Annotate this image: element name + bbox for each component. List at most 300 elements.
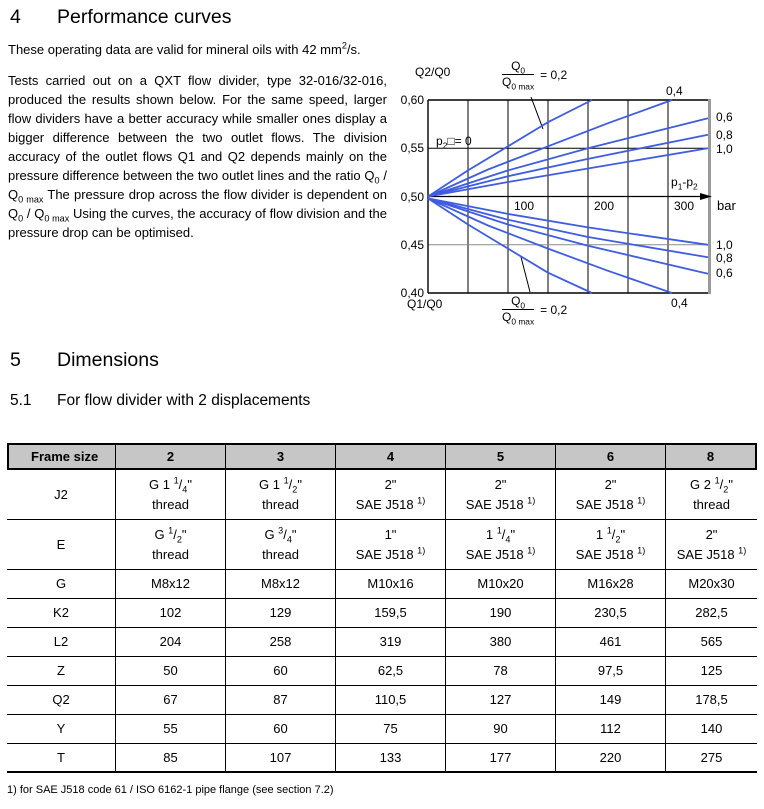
text-run: 2 — [341, 40, 347, 51]
section-5-number: 5 — [10, 349, 21, 371]
table-header-row — [7, 443, 757, 470]
text-run: These operating data are valid for mineral oils with 42 mm — [8, 42, 342, 57]
row-label-cell — [7, 715, 115, 743]
text-run: SAE J518 — [575, 546, 638, 562]
ratio-denominator — [502, 75, 535, 92]
cell-line — [226, 525, 335, 545]
text-run: 3 — [278, 525, 284, 536]
text-run: 4 — [182, 484, 188, 495]
table-cell — [665, 470, 757, 519]
cell-line — [666, 574, 757, 594]
text-run: p — [671, 175, 678, 189]
text-run: 0 — [520, 65, 526, 76]
table-cell — [445, 599, 555, 627]
text-run: 1) — [637, 545, 646, 556]
table-cell — [225, 686, 335, 714]
table-header-cell: 6 — [555, 445, 665, 468]
text-run: thread — [262, 546, 299, 562]
cell-line — [226, 603, 335, 623]
cell-line — [336, 545, 445, 565]
text-run: 1) — [417, 495, 426, 506]
text-run: / — [611, 526, 616, 542]
section-4-heading — [10, 6, 231, 28]
table-header-cell: 3 — [225, 445, 335, 468]
text-run: / Q — [23, 206, 45, 221]
cell-line — [666, 495, 757, 515]
table-cell — [665, 520, 757, 569]
table-cell — [115, 570, 225, 598]
curve-end-label: 0,6 — [716, 110, 733, 124]
table-header-cell: 4 — [335, 445, 445, 468]
text-run: thread — [693, 496, 730, 512]
text-run: " — [297, 476, 302, 492]
text-run: 2" — [604, 476, 617, 492]
text-run: 190 — [489, 605, 512, 620]
section-5-heading — [10, 349, 159, 371]
text-run: / — [501, 526, 506, 542]
cell-line — [666, 603, 757, 623]
text-run: Q — [502, 75, 512, 89]
text-run: 1 — [606, 525, 612, 536]
text-run: SAE J518 — [355, 496, 418, 512]
table-cell — [115, 599, 225, 627]
text-run: SAE J518 — [465, 496, 528, 512]
text-run: 62,5 — [377, 663, 404, 678]
text-run: 1) — [527, 495, 536, 506]
table-row — [7, 520, 757, 570]
text-run: 461 — [599, 634, 622, 649]
row-label: T — [57, 749, 65, 765]
table-cell — [445, 686, 555, 714]
text-run: 0 — [18, 213, 24, 224]
table-cell — [555, 570, 665, 598]
table-cell — [335, 599, 445, 627]
table-cell — [335, 686, 445, 714]
chart-canvas — [390, 52, 764, 348]
table-cell — [665, 657, 757, 685]
table-cell — [445, 715, 555, 743]
leader-line-top — [531, 97, 543, 129]
y-axis-title-lower: Q1/Q0 — [407, 297, 443, 311]
table-cell — [555, 657, 665, 685]
curve-end-label: 1,0 — [716, 142, 733, 156]
dimensions-table — [7, 443, 757, 773]
text-run: 0 max — [18, 194, 44, 205]
cell-line — [226, 661, 335, 681]
table-row — [7, 599, 757, 628]
row-label: K2 — [53, 605, 69, 620]
row-label: Y — [56, 721, 66, 736]
table-cell — [225, 628, 335, 656]
cell-line — [446, 495, 555, 515]
text-run: G 2 — [690, 476, 715, 492]
section-5-1-number: 5.1 — [10, 392, 32, 409]
section-4-title: Performance curves — [57, 6, 232, 28]
text-run: 380 — [489, 634, 512, 649]
row-label-cell — [7, 570, 115, 598]
text-run: 2" — [705, 526, 718, 542]
text-run: Q — [511, 294, 521, 308]
cell-line — [556, 545, 665, 565]
text-run: 1 — [677, 181, 683, 192]
cell-line — [116, 632, 225, 652]
cell-line — [116, 719, 225, 739]
table-row — [7, 686, 757, 715]
cell-line — [446, 748, 555, 768]
table-cell — [445, 657, 555, 685]
cell-line — [116, 603, 225, 623]
cell-line — [116, 690, 225, 710]
cell-line — [446, 661, 555, 681]
row-label: Q2 — [52, 692, 70, 707]
y-tick-label: 0,60 — [400, 93, 424, 107]
text-run: 230,5 — [594, 605, 627, 620]
cell-line — [666, 545, 757, 565]
text-run: 110,5 — [374, 692, 407, 707]
x-axis-title — [671, 175, 698, 192]
table-cell — [335, 744, 445, 771]
section-5-title: Dimensions — [57, 349, 159, 371]
cell-line — [116, 495, 225, 515]
y-tick-label: 0,50 — [400, 190, 424, 204]
curve-end-label: 0,8 — [716, 251, 733, 265]
row-label: Z — [57, 663, 65, 678]
text-run: 2 — [693, 181, 698, 192]
table-cell — [115, 715, 225, 743]
text-run: 50 — [163, 663, 178, 678]
cell-line — [116, 574, 225, 594]
text-run: p — [436, 134, 443, 148]
text-run: SAE J518 — [465, 546, 528, 562]
table-cell — [335, 520, 445, 569]
table-row — [7, 570, 757, 599]
table-cell — [555, 470, 665, 519]
text-run: M20x30 — [688, 576, 735, 591]
row-label-cell — [7, 686, 115, 714]
text-run: 1 — [714, 475, 720, 486]
cell-line — [666, 475, 757, 495]
table-cell — [225, 744, 335, 771]
row-label-cell — [7, 657, 115, 685]
text-run: 319 — [379, 634, 402, 649]
cell-line — [556, 525, 665, 545]
table-cell — [225, 570, 335, 598]
text-run: SAE J518 — [355, 546, 418, 562]
table-cell — [445, 744, 555, 771]
ratio-annotation-bottom — [502, 294, 568, 327]
cell-line — [666, 632, 757, 652]
text-run: 133 — [379, 749, 402, 765]
text-run: G 1 — [149, 476, 174, 492]
text-run: " — [620, 526, 626, 542]
cell-line — [336, 495, 445, 515]
text-run: 204 — [159, 634, 182, 649]
text-run: 1" — [384, 526, 397, 542]
description-paragraph — [8, 71, 387, 242]
y-tick-label: 0,55 — [400, 141, 424, 155]
table-cell — [445, 470, 555, 519]
performance-curve — [428, 198, 592, 293]
curve-label-top: 0,4 — [666, 84, 683, 98]
table-cell — [445, 520, 555, 569]
text-run: 1) — [738, 545, 747, 556]
x-tick-label: 200 — [594, 199, 615, 213]
text-run: / — [178, 476, 183, 492]
text-run: " — [181, 526, 187, 542]
table-cell — [665, 686, 757, 714]
text-run: 149 — [599, 692, 622, 707]
table-header-cell: Frame size — [31, 449, 99, 464]
table-cell — [555, 520, 665, 569]
y-axis-title-upper: Q2/Q0 — [415, 65, 451, 79]
text-run: " — [728, 476, 733, 492]
text-run: 127 — [489, 692, 512, 707]
text-run: Q — [502, 310, 512, 324]
cell-line — [226, 574, 335, 594]
cell-line — [336, 475, 445, 495]
cell-line — [116, 545, 225, 565]
text-run: 85 — [163, 749, 178, 765]
table-cell — [335, 570, 445, 598]
cell-line — [116, 525, 225, 545]
cell-line — [336, 748, 445, 768]
ratio-numerator — [502, 60, 534, 75]
text-run: 178,5 — [695, 692, 728, 707]
table-row — [7, 470, 757, 520]
table-cell — [665, 744, 757, 771]
text-run: 0 max — [44, 213, 70, 224]
table-row — [7, 744, 757, 773]
text-run: 107 — [269, 749, 292, 765]
table-row — [7, 628, 757, 657]
table-cell — [225, 470, 335, 519]
cell-line — [556, 574, 665, 594]
y-tick-label: 0,40 — [400, 286, 424, 300]
table-cell — [335, 470, 445, 519]
text-run: 1 — [496, 525, 502, 536]
text-run: 2 — [615, 534, 621, 545]
cell-line — [336, 603, 445, 623]
cell-line — [666, 661, 757, 681]
ratio-fraction — [502, 59, 535, 92]
cell-line — [226, 632, 335, 652]
text-run: M8x12 — [150, 576, 191, 591]
text-run: 97,5 — [597, 663, 624, 678]
text-run: 140 — [700, 721, 723, 736]
cell-line — [556, 495, 665, 515]
table-cell — [225, 599, 335, 627]
cell-line — [556, 475, 665, 495]
text-run: / — [283, 526, 287, 542]
text-run: 0 — [520, 300, 526, 311]
cell-line — [446, 632, 555, 652]
text-run: 75 — [383, 721, 398, 736]
cell-line — [446, 475, 555, 495]
text-run: Q — [511, 59, 521, 73]
cell-line — [446, 545, 555, 565]
text-run: 4 — [286, 534, 292, 545]
cell-line — [556, 632, 665, 652]
text-run: thread — [262, 496, 299, 512]
text-run: 55 — [163, 721, 178, 736]
text-run: 159,5 — [374, 605, 407, 620]
table-cell — [115, 686, 225, 714]
text-run: 0 max — [511, 81, 535, 92]
cell-line — [556, 748, 665, 768]
text-run: 90 — [493, 721, 508, 736]
cell-line — [336, 661, 445, 681]
text-run: 0 — [374, 175, 380, 186]
text-run: " — [510, 526, 516, 542]
text-run: 129 — [269, 605, 292, 620]
table-cell — [555, 744, 665, 771]
text-run: 2" — [494, 476, 507, 492]
text-run: 1 — [595, 526, 607, 542]
table-cell — [555, 686, 665, 714]
table-cell — [445, 570, 555, 598]
text-run: 2 — [723, 484, 729, 495]
ratio-value: = 0,2 — [540, 67, 568, 82]
text-run: " — [291, 526, 297, 542]
text-run: /s. — [346, 42, 361, 57]
text-run: M16x28 — [587, 576, 634, 591]
text-run: 2 — [176, 534, 182, 545]
table-cell — [335, 628, 445, 656]
cell-line — [336, 525, 445, 545]
table-row — [7, 657, 757, 686]
cell-line — [556, 690, 665, 710]
table-cell — [445, 628, 555, 656]
row-label: L2 — [53, 634, 69, 649]
cell-line — [336, 719, 445, 739]
table-cell — [335, 715, 445, 743]
row-label-cell — [7, 628, 115, 656]
text-run: 0 max — [511, 316, 535, 327]
performance-chart — [390, 52, 764, 348]
table-cell — [115, 470, 225, 519]
cell-line — [556, 603, 665, 623]
table-cell — [665, 628, 757, 656]
text-run: 282,5 — [695, 605, 728, 620]
text-run: 112 — [600, 721, 621, 736]
text-run: 565 — [700, 634, 723, 649]
text-run: M10x20 — [477, 576, 524, 591]
cell-line — [556, 719, 665, 739]
cell-line — [666, 719, 757, 739]
curve-label-bottom: 0,4 — [671, 296, 688, 310]
text-run: 2" — [384, 476, 397, 492]
cell-line — [226, 748, 335, 768]
text-run: Using the curves, the accuracy of flow division and the pressure drop can be optimised. — [8, 206, 388, 240]
text-run: G — [264, 526, 279, 542]
performance-curve — [428, 198, 708, 244]
cell-line — [666, 748, 757, 768]
table-cell — [335, 657, 445, 685]
table-cell — [225, 715, 335, 743]
row-label-cell — [7, 520, 115, 569]
table-cell — [555, 715, 665, 743]
text-run: 2 — [442, 140, 448, 151]
table-cell — [665, 570, 757, 598]
text-run: G — [154, 526, 169, 542]
text-run: 60 — [273, 663, 288, 678]
text-run: 177 — [489, 749, 512, 765]
text-run: SAE J518 — [575, 496, 638, 512]
text-run: thread — [152, 496, 189, 512]
table-cell — [555, 599, 665, 627]
text-run: M10x16 — [367, 576, 414, 591]
row-label-cell — [7, 744, 115, 771]
text-run: 102 — [159, 605, 182, 620]
cell-line — [666, 690, 757, 710]
table-cell — [225, 657, 335, 685]
row-label: E — [56, 536, 66, 552]
text-run: 275 — [700, 749, 723, 765]
section-5-1-heading — [10, 390, 310, 412]
cell-line — [226, 475, 335, 495]
text-run: 60 — [273, 721, 288, 736]
cell-line — [226, 690, 335, 710]
ratio-denominator — [502, 310, 535, 327]
section-5-1-title: For flow divider with 2 displacements — [57, 392, 311, 409]
text-run: 258 — [269, 634, 292, 649]
x-axis-unit: bar — [717, 198, 736, 213]
table-footnote: 1) for SAE J518 code 61 / ISO 6162-1 pipe flange (see section 7.2) — [7, 784, 334, 796]
row-label-cell — [7, 599, 115, 627]
ratio-annotation-top — [502, 59, 568, 92]
row-label-cell — [7, 470, 115, 519]
text-run: 220 — [599, 749, 622, 765]
table-cell — [115, 657, 225, 685]
text-run: 87 — [273, 692, 288, 707]
cell-line — [116, 475, 225, 495]
cell-line — [226, 719, 335, 739]
section-4-number: 4 — [10, 6, 21, 28]
table-cell — [115, 744, 225, 771]
text-run: 1 — [168, 525, 174, 536]
text-run: □= 0 — [447, 134, 472, 148]
ratio-numerator — [502, 295, 534, 310]
text-run: / — [173, 526, 177, 542]
text-run: Tests carried out on a QXT flow divider, type 32-016/32-016, produced the results shown below. For the same speed, larger flow dividers have a better accuracy while smaller ones display a bigger difference between the two outlet flows. The division accuracy of the outlet flows Q1 and Q2 depends mainly on the pressure difference between the two outlet lines and the ratio Q — [8, 73, 387, 183]
table-cell — [555, 628, 665, 656]
cell-line — [116, 661, 225, 681]
text-run: 78 — [493, 663, 508, 678]
text-run: " — [187, 476, 192, 492]
cell-line — [446, 525, 555, 545]
table-header-cell: 5 — [445, 445, 555, 468]
table-cell — [225, 520, 335, 569]
curve-end-label: 1,0 — [716, 238, 733, 252]
performance-curve — [428, 148, 708, 196]
table-header-cell: 2 — [115, 445, 225, 468]
curve-end-label: 0,6 — [716, 266, 733, 280]
table-cell — [665, 715, 757, 743]
cell-line — [446, 690, 555, 710]
ratio-value: = 0,2 — [540, 302, 568, 317]
y-tick-label: 0,45 — [400, 238, 424, 252]
table-row — [7, 715, 757, 744]
cell-line — [446, 719, 555, 739]
text-run: 1 — [485, 526, 497, 542]
cell-line — [116, 748, 225, 768]
text-run: / Q — [8, 168, 387, 202]
text-run: 2 — [292, 484, 298, 495]
table-header-cell: 8 — [665, 445, 755, 468]
cell-line — [336, 574, 445, 594]
curve-end-label: 0,8 — [716, 128, 733, 142]
x-tick-label: 100 — [514, 199, 535, 213]
